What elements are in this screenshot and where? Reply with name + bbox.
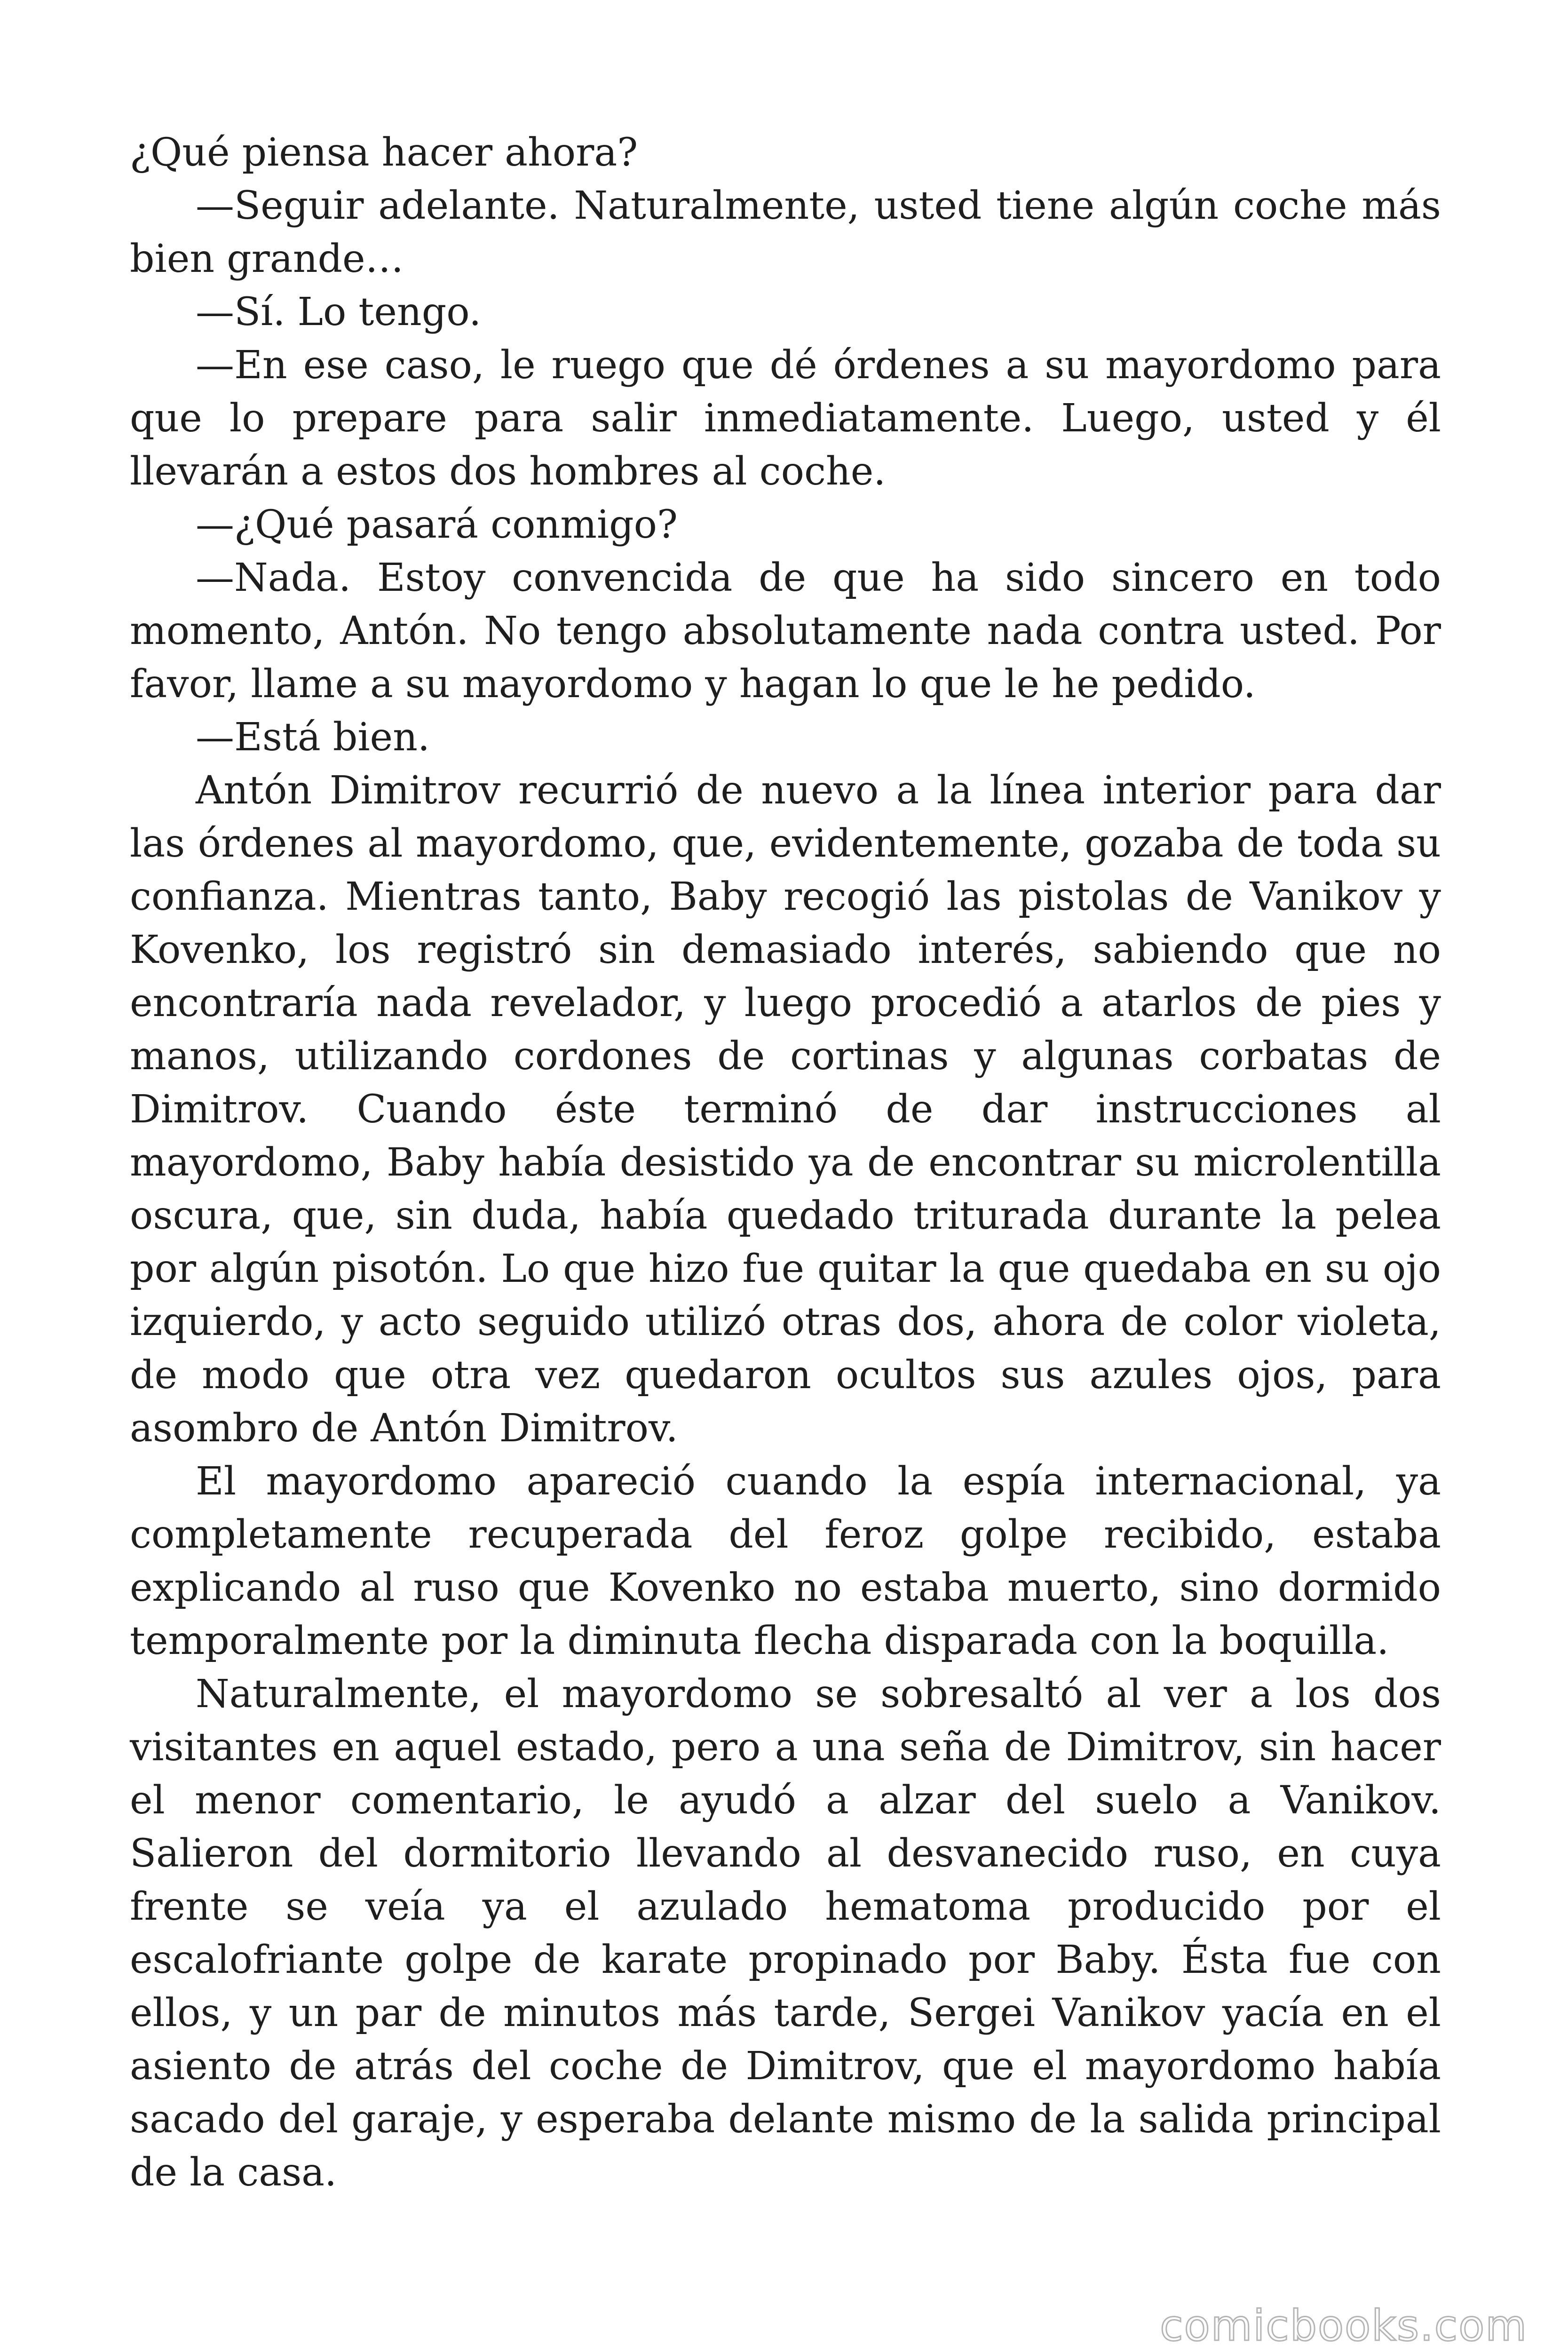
paragraph-6: —Nada. Estoy convencida de que ha sido sincero en todo momento, Antón. No tengo absolutamente nada contra usted. Por favor, llame a su mayordomo y hagan lo que le he pedido.	[130, 556, 1441, 707]
paragraph-7: —Está bien.	[196, 715, 430, 760]
paragraph-3: —Sí. Lo tengo.	[196, 290, 482, 334]
watermark: comicbooks.com	[1160, 2301, 1528, 2351]
paragraph-8: Antón Dimitrov recurrió de nuevo a la línea interior para dar las órdenes al mayordomo, que, evidentemente, gozaba de toda su confianza. Mientras tanto, Baby recogió las pistolas de Vanikov y Kovenko, los registró sin demasiado interés, sabiendo que no encontraría nada revelador, y luego procedió a atarlos de pies y manos, utilizando cordones de cortinas y algunas corbatas de Dimitrov. Cuando éste terminó de dar instrucciones al mayordomo, Baby había desistido ya de encontrar su microlentilla oscura, que, sin duda, había quedado triturada durante la pelea por algún pisotón. Lo que hizo fue quitar la que quedaba en su ojo izquierdo, y acto seguido utilizó otras dos, ahora de color violeta, de modo que otra vez quedaron ocultos sus azules ojos, para asombro de Antón Dimitrov.	[130, 768, 1441, 1451]
paragraph-10: Naturalmente, el mayordomo se sobresaltó al ver a los dos visitantes en aquel estado, pero a una seña de Dimitrov, sin hacer el menor comentario, le ayudó a alzar del suelo a Vanikov. Salieron del dormitorio llevando al desvanecido ruso, en cuya frente se veía ya el azulado hematoma producido por el escalofriante golpe de karate propinado por Baby. Ésta fue con ellos, y un par de minutos más tarde, Sergei Vanikov yacía en el asiento de atrás del coche de Dimitrov, que el mayordomo había sacado del garaje, y esperaba delante mismo de la salida principal de la casa.	[130, 1672, 1441, 2195]
paragraph-2: —Seguir adelante. Naturalmente, usted tiene algún coche más bien grande…	[130, 183, 1441, 281]
page-body	[130, 126, 1441, 2199]
paragraph-4: —En ese caso, le ruego que dé órdenes a su mayordomo para que lo prepare para salir inmediatamente. Luego, usted y él llevarán a estos dos hombres al coche.	[130, 343, 1441, 494]
paragraph-1: ¿Qué piensa hacer ahora?	[130, 130, 638, 175]
paragraph-9: El mayordomo apareció cuando la espía internacional, ya completamente recuperada del feroz golpe recibido, estaba explicando al ruso que Kovenko no estaba muerto, sino dormido temporalmente por la diminuta flecha disparada con la boquilla.	[130, 1459, 1441, 1663]
paragraph-5: —¿Qué pasará conmigo?	[196, 502, 678, 547]
